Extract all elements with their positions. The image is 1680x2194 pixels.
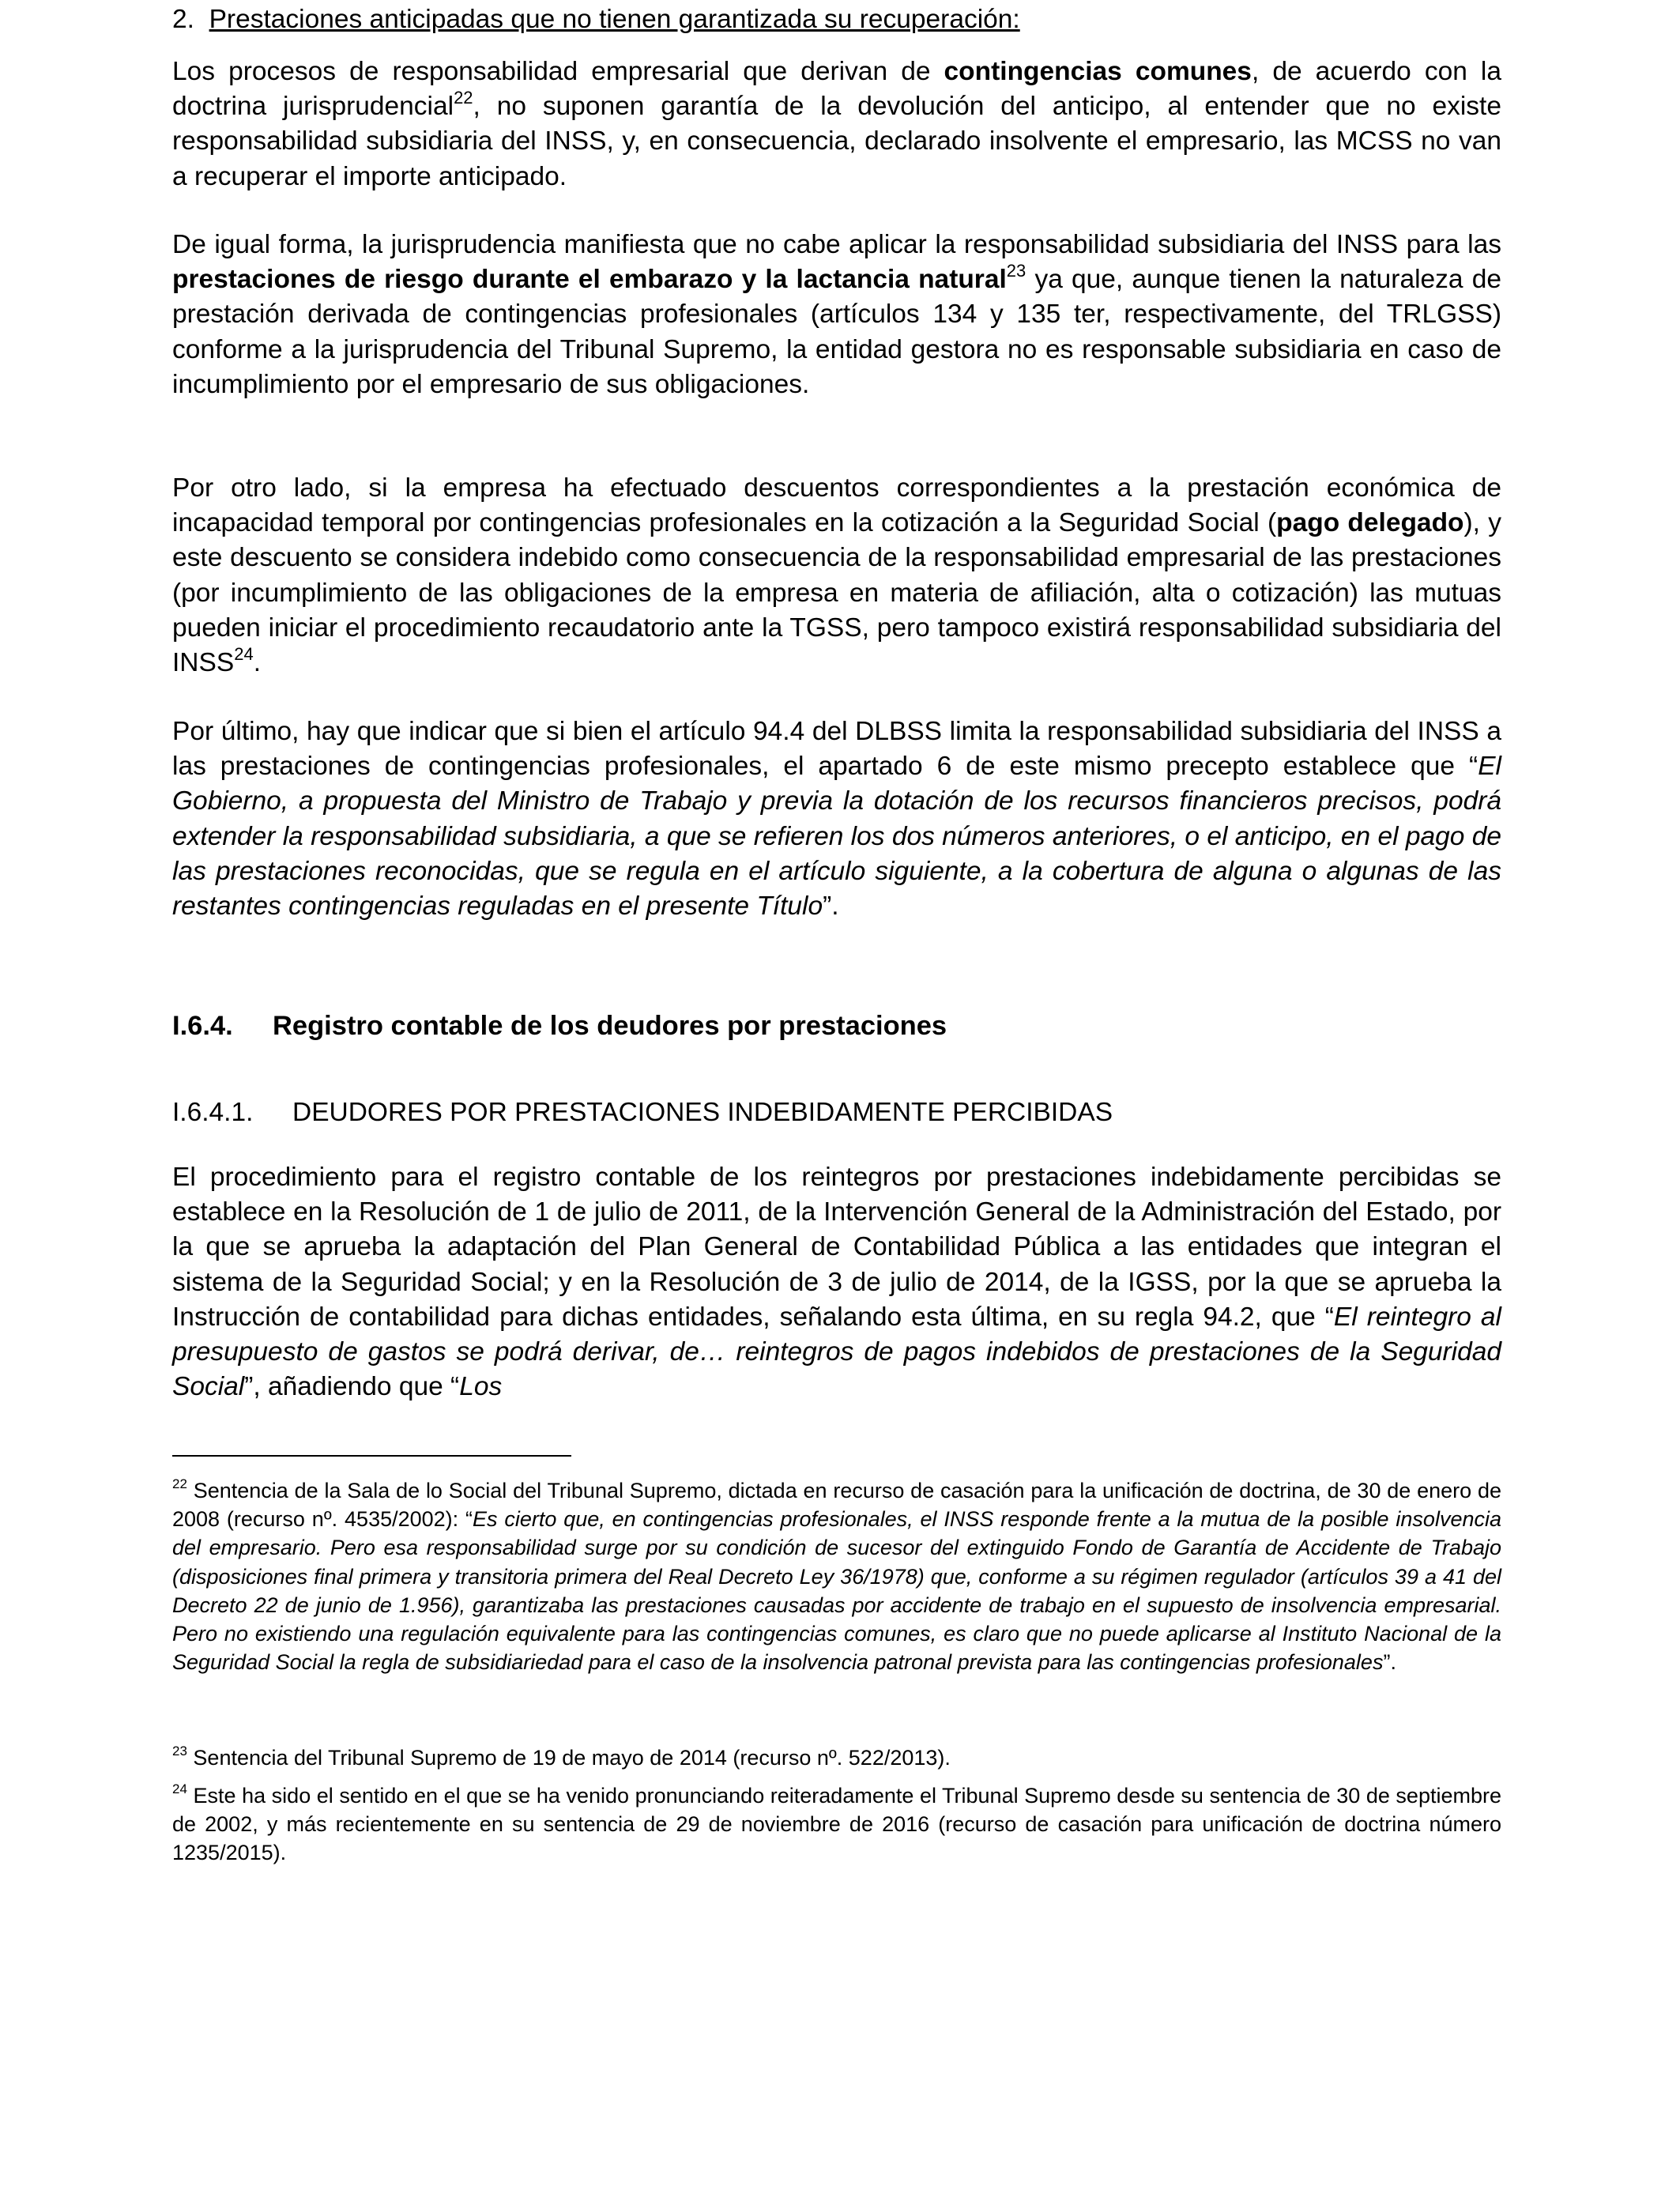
bold-run: prestaciones de riesgo durante el embarazo y la lactancia natural — [172, 265, 1007, 295]
footnote-22 — [172, 1476, 1501, 1676]
text-run: De igual forma, la jurisprudencia manifiesta que no cabe aplicar la responsabilidad subsidiaria del INSS para las — [172, 230, 1501, 259]
paragraph-5 — [172, 1160, 1501, 1404]
text-run: ”, añadiendo que “ — [244, 1372, 460, 1402]
paragraph-2 — [172, 228, 1501, 402]
paragraph-3 — [172, 471, 1501, 680]
footnote-ref-23[interactable]: 23 — [1006, 261, 1026, 281]
footnote-number: 23 — [172, 1744, 187, 1759]
text-run: . — [253, 648, 261, 678]
section-number: I.6.4. — [172, 1011, 233, 1041]
text-run: , de acuerdo con la doctrina jurisprudencial — [172, 57, 1501, 122]
footnote-24 — [172, 1781, 1501, 1868]
bold-run: pago delegado — [1276, 508, 1464, 538]
subheading-number: 2. — [172, 5, 194, 34]
italic-quote: El Gobierno, a propuesta del Ministro de Trabajo y previa la dotación de los recursos financieros precisos, podrá extender la responsabilidad subsidiaria, a que se refieren los dos números anteriores, o el anticipo, en el pago de las prestaciones reconocidas, que se regula en el artículo siguiente, a la cobertura de alguna o algunas de las restantes contingencias reguladas en el presente Título — [172, 752, 1501, 922]
text-run: El procedimiento para el registro contable de los reintegros por prestaciones indebidamente percibidas se establece en la Resolución de 1 de julio de 2011, de la Intervención General de la Administración del Estado, por la que se aprueba la adaptación del Plan General de Contabilidad Pública a las entidades que integran el sistema de la Seguridad Social; y en la Resolución de 3 de julio de 2014, de la IGSS, por la que se aprueba la Instrucción de contabilidad para dichas entidades, señalando esta última, en su regla 94.2, que “ — [172, 1163, 1501, 1332]
italic-quote: El reintegro al presupuesto de gastos se podrá derivar, de… reintegros de pagos indebidos de prestaciones de la Seguridad Social — [172, 1302, 1501, 1402]
text-run: ya que, aunque tienen la naturaleza de prestación derivada de contingencias profesionales (artículos 134 y 135 ter, respectivamente, del TRLGSS) conforme a la jurisprudencia del Tribunal Supremo, la entidad gestora no es responsable subsidiaria en caso de incumplimiento por el empresario de sus obligaciones. — [172, 265, 1501, 399]
paragraph-4 — [172, 714, 1501, 924]
subsection-number: I.6.4.1. — [172, 1098, 254, 1127]
text-run: , no suponen garantía de la devolución del anticipo, al entender que no existe responsabilidad subsidiaria del INSS, y, en consecuencia, declarado insolvente el empresario, las MCSS no van a recuperar el importe anticipado. — [172, 92, 1501, 191]
text-run: ”. — [823, 892, 839, 922]
footnote-23 — [172, 1744, 1501, 1772]
footnote-text: Este ha sido el sentido en el que se ha venido pronunciando reiteradamente el Tribunal Supremo desde su sentencia de 30 de septiembre de 2002, y más recientemente en su sentencia de 29 de noviembre de 2016 (recurso de casación para unificación de doctrina número 1235/2015). — [172, 1784, 1501, 1865]
footnote-number: 22 — [172, 1476, 187, 1491]
footnote-text: ”. — [1383, 1650, 1396, 1675]
italic-quote: Los — [459, 1372, 503, 1402]
footnote-italic-quote: Es cierto que, en contingencias profesionales, el INSS responde frente a la mutua de la posible insolvencia del empresario. Pero esa responsabilidad surge por su condición de sucesor del extinguido Fondo de Garantía de Accidente de Trabajo (disposiciones final primera y transitoria primera del Real Decreto Ley 36/1978) que, conforme a su régimen regulador (artículos 39 a 41 del Decreto 22 de junio de 1.956), garantizaba las prestaciones causadas por accidente de trabajo en el supuesto de insolvencia empresarial. Pero no existiendo una regulación equivalente para las contingencias comunes, es claro que no puede aplicarse al Instituto Nacional de la Seguridad Social la regla de subsidiariedad para el caso de la insolvencia patronal prevista para las contingencias profesionales — [172, 1507, 1501, 1675]
paragraph-1 — [172, 55, 1501, 194]
text-run: Los procesos de responsabilidad empresarial que derivan de — [172, 57, 944, 86]
text-run: Por último, hay que indicar que si bien el artículo 94.4 del DLBSS limita la responsabilidad subsidiaria del INSS a las prestaciones de contingencias profesionales, el apartado 6 de este mismo precepto establece que “ — [172, 717, 1501, 782]
subheading-2 — [172, 2, 1020, 37]
bold-run: contingencias comunes — [944, 57, 1252, 86]
footnote-text: Sentencia de la Sala de lo Social del Tribunal Supremo, dictada en recurso de casación para la unificación de doctrina, de 30 de enero de 2008 (recurso nº. 4535/2002): “ — [172, 1479, 1501, 1532]
section-title: Registro contable de los deudores por prestaciones — [273, 1011, 947, 1041]
footnote-text: Sentencia del Tribunal Supremo de 19 de mayo de 2014 (recurso nº. 522/2013). — [186, 1746, 951, 1770]
footnote-ref-22[interactable]: 22 — [454, 88, 473, 108]
section-heading — [172, 1008, 1501, 1043]
text-run: Por otro lado, si la empresa ha efectuado descuentos correspondientes a la prestación económica de incapacidad temporal por contingencias profesionales en la cotización a la Seguridad Social ( — [172, 473, 1501, 538]
footnote-ref-24[interactable]: 24 — [234, 643, 254, 664]
subsection-heading — [172, 1095, 1501, 1130]
footnote-number: 24 — [172, 1781, 187, 1796]
subheading-title: Prestaciones anticipadas que no tienen garantizada su recuperación: — [209, 5, 1020, 34]
footnote-separator — [172, 1455, 571, 1457]
text-run: ), y este descuento se considera indebido como consecuencia de la responsabilidad empresarial de las prestaciones (por incumplimiento de las obligaciones de la empresa en materia de afiliación, alta o cotización) las mutuas pueden iniciar el procedimiento recaudatorio ante la TGSS, pero tampoco existirá responsabilidad subsidiaria del INSS — [172, 508, 1501, 678]
subsection-title: DEUDORES POR PRESTACIONES INDEBIDAMENTE PERCIBIDAS — [292, 1098, 1113, 1127]
